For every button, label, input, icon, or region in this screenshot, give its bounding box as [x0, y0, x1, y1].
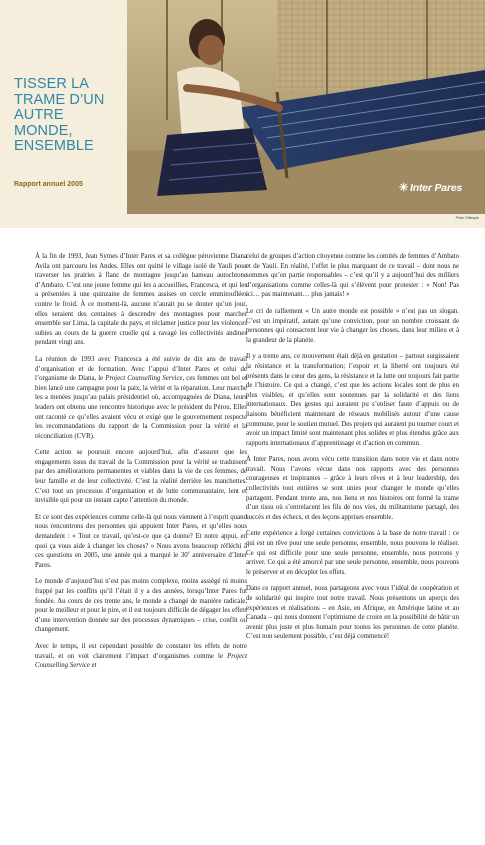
report-subtitle: Rapport annuel 2005	[14, 181, 83, 188]
paragraph-text: anniversaire d’Inter Pares.	[35, 552, 247, 569]
organization-name: Project Counselling Service	[105, 375, 183, 383]
logo-star-icon: ✳	[399, 182, 409, 194]
title-line: AUTRE MONDE,	[14, 107, 73, 139]
paragraph: Le cri de ralliement « Un autre monde est possible » n’est pas un slogan. C’est un impératif, autant qu’une conviction, pour un nombre croissant de personnes qui consacrent leur vie à changer les choses, dans leur milieu et à la grandeur de la planète.	[246, 307, 459, 344]
paragraph: À Inter Pares, nous avons vécu cette transition dans notre vie et dans notre travail. Nous l’avons vécue dans nos rapports avec des personnes courageuses et inspirantes – grâce à leurs rêves et à leur leadership, des collectivités tout entières se sont unies pour changer le monde qu’elles partagent. Pendant trente ans, nos liens et nos histoires ont formé la trame d’un tissu où s’entrelacent les fils de nos vies, du militantisme partagé, des succès et des échecs, et des leçons apprises ensemble.	[246, 456, 459, 521]
paragraph: Cette expérience a forgé certaines convictions à la base de notre travail : ce qui est un rêve pour une seule personne, ensemble, nous pouvons le réaliser. Ce qui est difficile pour une seule personne, ensemble, nous pouvons y arriver. Ce qui a été amorcé par une seule personne, ensemble, nous pouvons le préserver et en décupler les effets.	[246, 530, 459, 576]
paragraph: Il y a trente ans, ce mouvement était déjà en gestation – partout surgissaient la résistance et la transformation; l’espoir et la liberté ont toujours été présents dans le cœur des gens, la résistance et la lutte ont toujours fait partie de l’histoire. Ce qui a changé, c’est que les actions locales sont de plus en plus visibles, et qu’elles sont soutenues par la solidarité et des liens internationaux. Des gestes qui auraient pu s’enliser faute d’appuis ou de liaisons bénéficient maintenant de réseaux mobilisés autour d’une cause commune, pour le soutien mutuel. Des projets qui auraient pu tourner court et avoir un impact limité sont maintenant plus solides et plus étendus grâce aux rapports internationaux d’apprentissage et d’action en commun.	[246, 353, 459, 447]
paragraph: celui de groupes d’action citoyenne comme les comités de femmes d’Ambato et de Yauli. En réalité, l’effet le plus marquant de ce travail – dont nous ne sommes qu’en partie responsables – c’est qu’il y a aujourd’hui des milliers d’organisations comme celles-là qui s’élèvent pour protester : « Non! Pas ici… pas maintenant… plus jamais! »	[246, 253, 459, 299]
inter-pares-logo	[399, 181, 462, 194]
paragraph: Le monde d’aujourd’hui n’est pas moins complexe, moins assiégé ni moins frappé par les conflits qu’il l’était il y a des années, lorsqu’Inter Pares fut fondée. Au cours de ces trente ans, le monde a changé de manière radicale, pour le meilleur et pour le pire, et il est toujours difficile de dégager les effets d’une intervention donnée sur des processus dynamiques – crise, conflit ou changement.	[35, 578, 247, 634]
paragraph	[35, 513, 247, 571]
paragraph	[35, 642, 247, 671]
paragraph-text: , ces femmes ont bel et bien lancé une campagne pour la paix, la vérité et la réparation. Leur marche les a menées jusqu’au palais présidentiel où, accompagnées de Diana, leurs leaders ont obtenu une rencontre historique avec le président du Pérou. Elles ont raconté ce qu’elles avaient vécu et exigé que le gouvernement respecte les recommandations du rapport de la Commission pour la vérité et la réconciliation (CVR).	[35, 375, 248, 440]
superscript: e	[187, 549, 190, 555]
title-line: TRAME D’UN	[14, 91, 105, 108]
text-column-right	[246, 252, 459, 649]
title-line: ENSEMBLE	[14, 138, 94, 154]
paragraph-text: Avec le temps, il est cependant possible de constater les effets de notre travail, et on voit clairement l’impact d’organismes comme le	[35, 642, 247, 660]
organization-name: Project Counselling Service	[35, 652, 247, 670]
report-title	[14, 77, 126, 155]
paragraph: Cette action se poursuit encore aujourd’hui, afin d’assurer que les engagements issus du travail de la Commission pour la vérité se traduisent par des améliorations permanentes et viables dans la vie de ces femmes, de leur famille et de leur collectivité. C’est la réalité derrière les manchettes. C’est tout un processus d’organisation et de lutte communautaire, lent et invisible qui pour un instant capte l’attention du monde.	[35, 449, 247, 505]
paragraph	[35, 355, 247, 441]
paragraph-text: et	[89, 662, 97, 670]
report-header	[0, 0, 485, 228]
paragraph: Dans ce rapport annuel, nous partageons avec vous l’idéal de coopération et de solidarité qui inspire tout notre travail. Nous présentons un aperçu des expériences et réalisations – en Asie, en Afrique, en Amérique latine et au Canada – qui nous donnent l’optimisme de croire en la possibilité de bâtir un avenir plus juste et plus humain pour toutes les personnes de cette planète. C’est non seulement possible, c’est déjà commencé!	[246, 585, 459, 641]
photo-credit: Peter Gillespie	[455, 216, 479, 220]
title-line: TISSER LA	[14, 76, 90, 92]
text-column-left	[35, 252, 247, 678]
paragraph-text: La réunion de 1993 avec Francesca a été suivie de dix ans de travail d’organisation et de formation. Avec l’appui d’Inter Pares et celui de l’organisme de Diana, le	[35, 355, 247, 383]
paragraph: À la fin de 1993, Jean Symes d’Inter Pares et sa collègue péruvienne Diana Avila ont parcouru les Andes. Elles ont quitté le village isolé de Yauli pour traverser les prairies à flanc de montagne jusqu’au hameau autochtone d’Ambato. C’est une jeune femme qui les a accueillies, Francesca, et qui les a présentées à une quinzaine de femmes assises en cercle emmitouflées contre le froid. À ce moment-là, aucune n’aurait pu se douter qu’un jour, elles seraient des centaines à descendre des montagnes pour marcher ensemble sur Lima, la capitale du pays, et réclamer justice pour les violences subies au cours de la guerre cruelle qui a ravagé les collectivités andines pendant vingt ans.	[35, 253, 247, 347]
paragraph-text: Et ce sont des expériences comme celle-là qui nous viennent à l’esprit quand nous rencontrons des personnes qui appuient Inter Pares, et qu’elles nous demandent : « Tout ce travail, qu’est-ce que ça donne? Et notre appui, en quoi ça vous aide à changer les choses? » Nous avons beaucoup réfléchi à ces questions en 2005, une année qui a marqué le 30	[35, 513, 247, 560]
logo-text: Inter Pares	[410, 182, 463, 194]
